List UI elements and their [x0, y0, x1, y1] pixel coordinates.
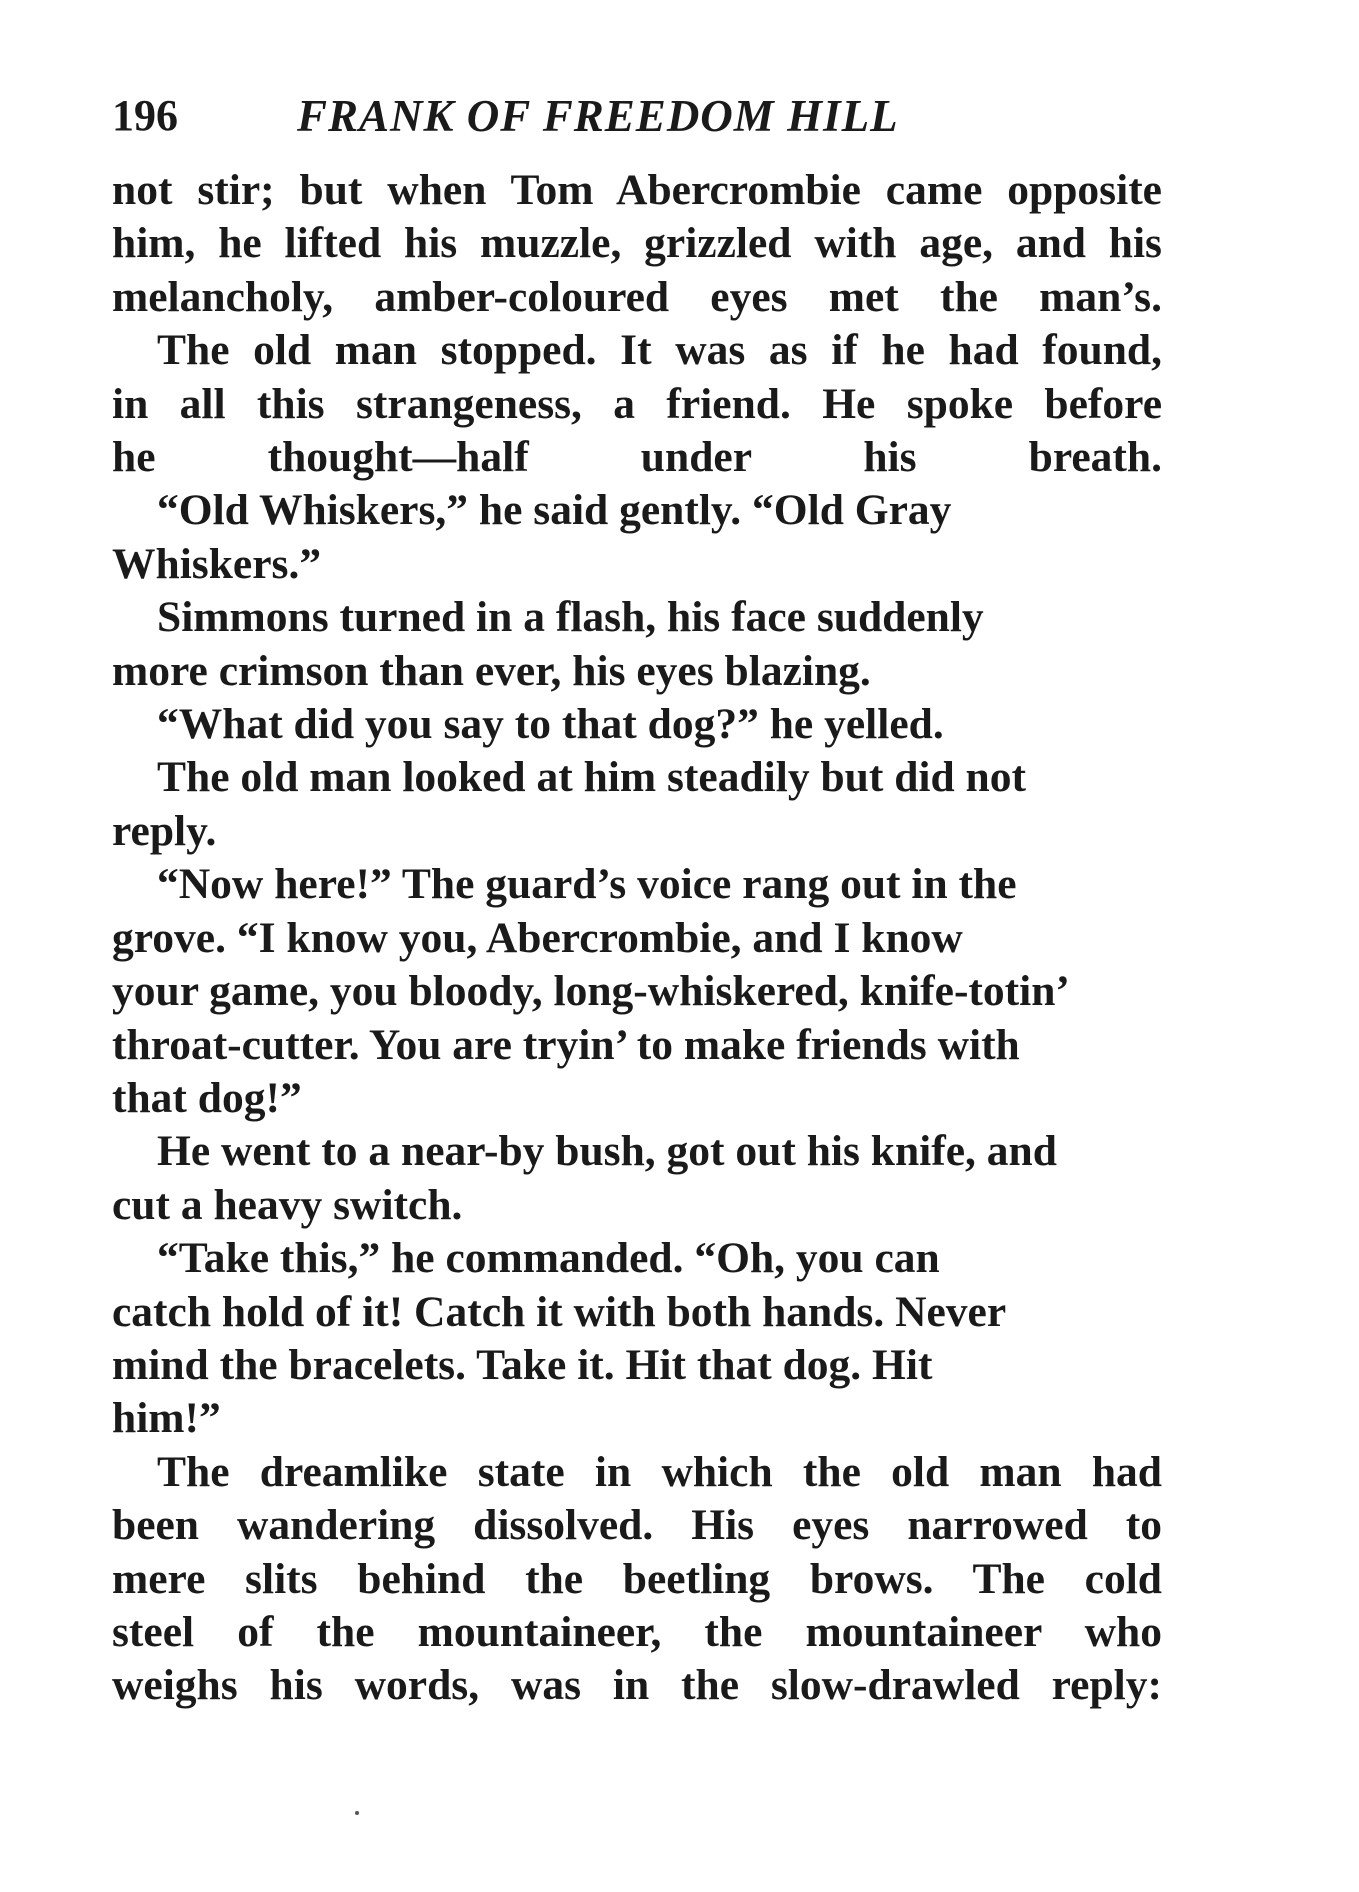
paragraph: [112, 484, 1162, 591]
print-speck: [355, 1811, 359, 1815]
text-line: The old man stopped. It was as if he had found,: [157, 326, 1162, 375]
text-line: that dog!”: [112, 1073, 302, 1122]
text-line: been wandering dissolved. His eyes narrowed to: [112, 1501, 1162, 1550]
text-line: Whiskers.”: [112, 539, 322, 588]
text-line: melancholy, amber-coloured eyes met the man’s.: [112, 272, 1162, 321]
paragraph: [112, 751, 1162, 858]
running-head: [112, 86, 1162, 146]
text-line: weighs his words, was in the slow-drawled reply:: [112, 1661, 1162, 1710]
text-line: mere slits behind the beetling brows. The cold: [112, 1554, 1162, 1603]
text-line: steel of the mountaineer, the mountaineer who: [112, 1607, 1162, 1656]
text-line: reply.: [112, 806, 217, 855]
text-line: The old man looked at him steadily but did not: [157, 753, 1026, 802]
text-line: Simmons turned in a flash, his face suddenly: [157, 593, 984, 642]
text-line: he thought—half under his breath.: [112, 433, 1162, 482]
paragraph: [112, 324, 1162, 484]
text-line: The dreamlike state in which the old man had: [157, 1447, 1162, 1496]
text-line: him, he lifted his muzzle, grizzled with age, and his: [112, 219, 1162, 268]
paragraph: [112, 858, 1162, 1125]
paragraph: [112, 591, 1162, 698]
text-line: mind the bracelets. Take it. Hit that dog. Hit: [112, 1340, 933, 1389]
text-line: “Old Whiskers,” he said gently. “Old Gray: [157, 486, 952, 535]
paragraph: [112, 1446, 1162, 1713]
body-text: [112, 164, 1162, 1713]
text-line: throat-cutter. You are tryin’ to make friends with: [112, 1020, 1020, 1069]
paragraph: [112, 698, 1162, 751]
paragraph: [112, 164, 1162, 324]
running-title: FRANK OF FREEDOM HILL: [297, 91, 899, 141]
text-line: “Now here!” The guard’s voice rang out in the: [157, 860, 1017, 909]
text-line: more crimson than ever, his eyes blazing.: [112, 646, 871, 695]
text-line: catch hold of it! Catch it with both hands. Never: [112, 1287, 1007, 1336]
paragraph: [112, 1232, 1162, 1446]
paragraph: [112, 1125, 1162, 1232]
text-line: He went to a near-by bush, got out his knife, and: [157, 1127, 1057, 1176]
text-line: “What did you say to that dog?” he yelled.: [157, 700, 944, 749]
page-number: 196: [112, 91, 178, 140]
text-line: in all this strangeness, a friend. He spoke before: [112, 379, 1162, 428]
text-line: your game, you bloody, long-whiskered, knife-totin’: [112, 967, 1070, 1016]
text-line: not stir; but when Tom Abercrombie came opposite: [112, 166, 1162, 214]
text-line: him!”: [112, 1394, 221, 1443]
text-line: “Take this,” he commanded. “Oh, you can: [157, 1234, 940, 1283]
text-line: cut a heavy switch.: [112, 1180, 463, 1229]
text-line: grove. “I know you, Abercrombie, and I know: [112, 913, 963, 962]
